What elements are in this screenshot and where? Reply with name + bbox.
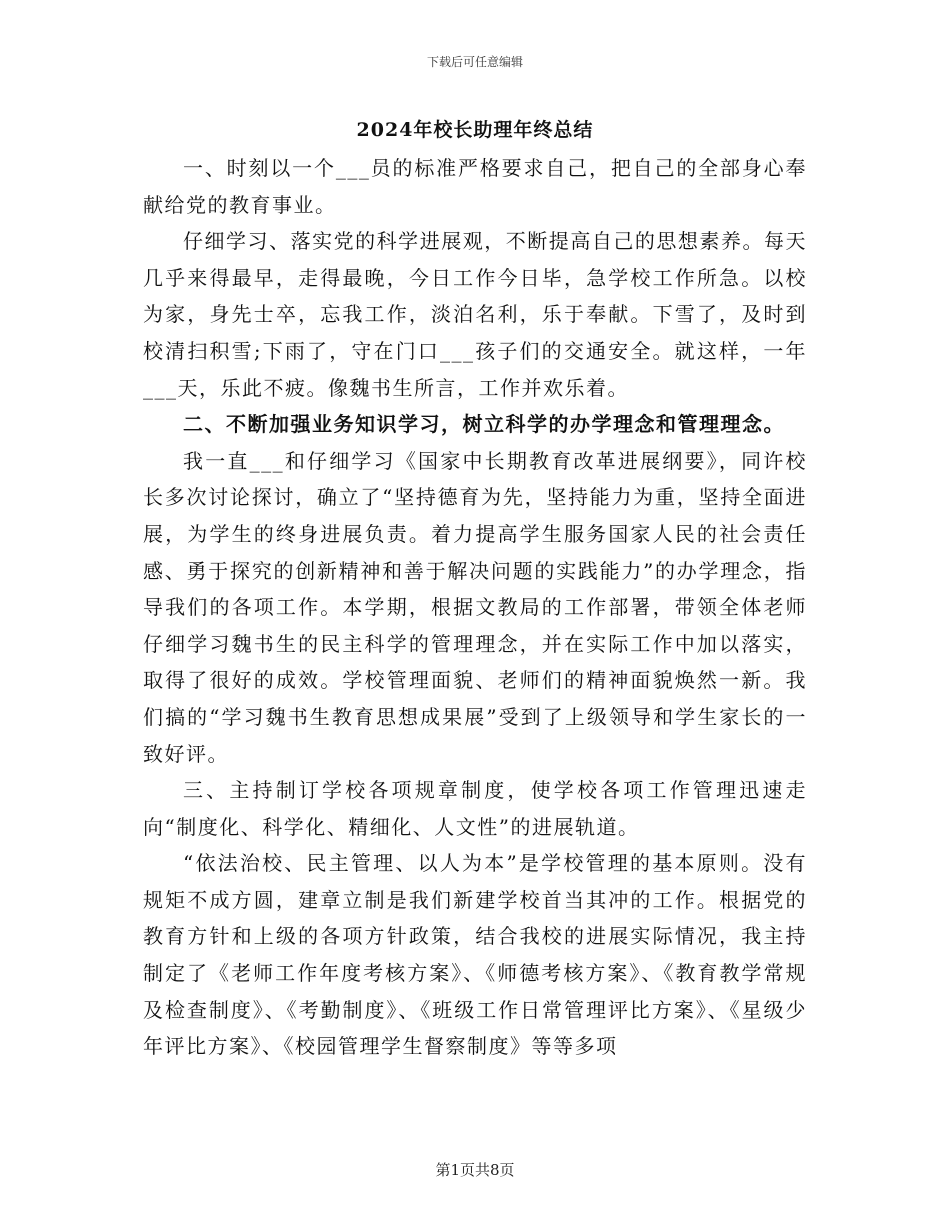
document-title: 2024年校长助理年终总结 <box>356 119 594 141</box>
header-note: 下载后可任意编辑 <box>426 55 523 69</box>
page-number-footer: 第1页共8页 <box>435 1161 515 1179</box>
paragraph-section-3-body: “依法治校、民主管理、以人为本”是学校管理的基本原则。没有规矩不成方圆，建章立制是我们新建学校首当其冲的工作。根据党的教育方针和上级的各项方针政策，结合我校的进展实际情况，我主持制定了《老师工作年度考核方案》、《师德考核方案》、《教育教学常规及检查制度》、《考勤制度》、《班级工作日常管理评比方案》、《星级少年评比方案》、《校园管理学生督察制度》等等多项 <box>143 851 807 1059</box>
paragraph-section-2-body: 我一直___和仔细学习《国家中长期教育改革进展纲要》，同许校长多次讨论探讨，确立了“坚持德育为先，坚持能力为重，坚持全面进展，为学生的终身进展负责。着力提高学生服务国家人民的社会责任感、勇于探究的创新精神和善于解决问题的实践能力”的办学理念，指导我们的各项工作。本学期，根据文教局的工作部署，带领全体老师仔细学习魏书生的民主科学的管理理念，并在实际工作中加以落实，取得了很好的成效。学校管理面貌、老师们的精神面貌焕然一新。我们搞的“学习魏书生教育思想成果展”受到了上级领导和学生家长的一致好评。 <box>143 448 807 766</box>
paragraph-section-1-body: 仔细学习、落实党的科学进展观，不断提高自己的思想素养。每天几乎来得最早，走得最晚，今日工作今日毕，急学校工作所急。以校为家，身先士卒，忘我工作，淡泊名利，乐于奉献。下雪了，及时到校清扫积雪;下雨了，守在门口___孩子们的交通安全。就这样，一年___天，乐此不疲。像魏书生所言，工作并欢乐着。 <box>143 229 807 400</box>
paragraph-section-3: 三、主持制订学校各项规章制度，使学校各项工作管理迅速走向“制度化、科学化、精细化、人文性”的进展轨道。 <box>143 778 807 839</box>
paragraph-section-1: 一、时刻以一个___员的标准严格要求自己，把自己的全部身心奉献给党的教育事业。 <box>143 156 807 217</box>
document-body <box>143 150 807 1065</box>
paragraph-section-2-heading: 二、不断加强业务知识学习，树立科学的办学理念和管理理念。 <box>183 412 785 437</box>
